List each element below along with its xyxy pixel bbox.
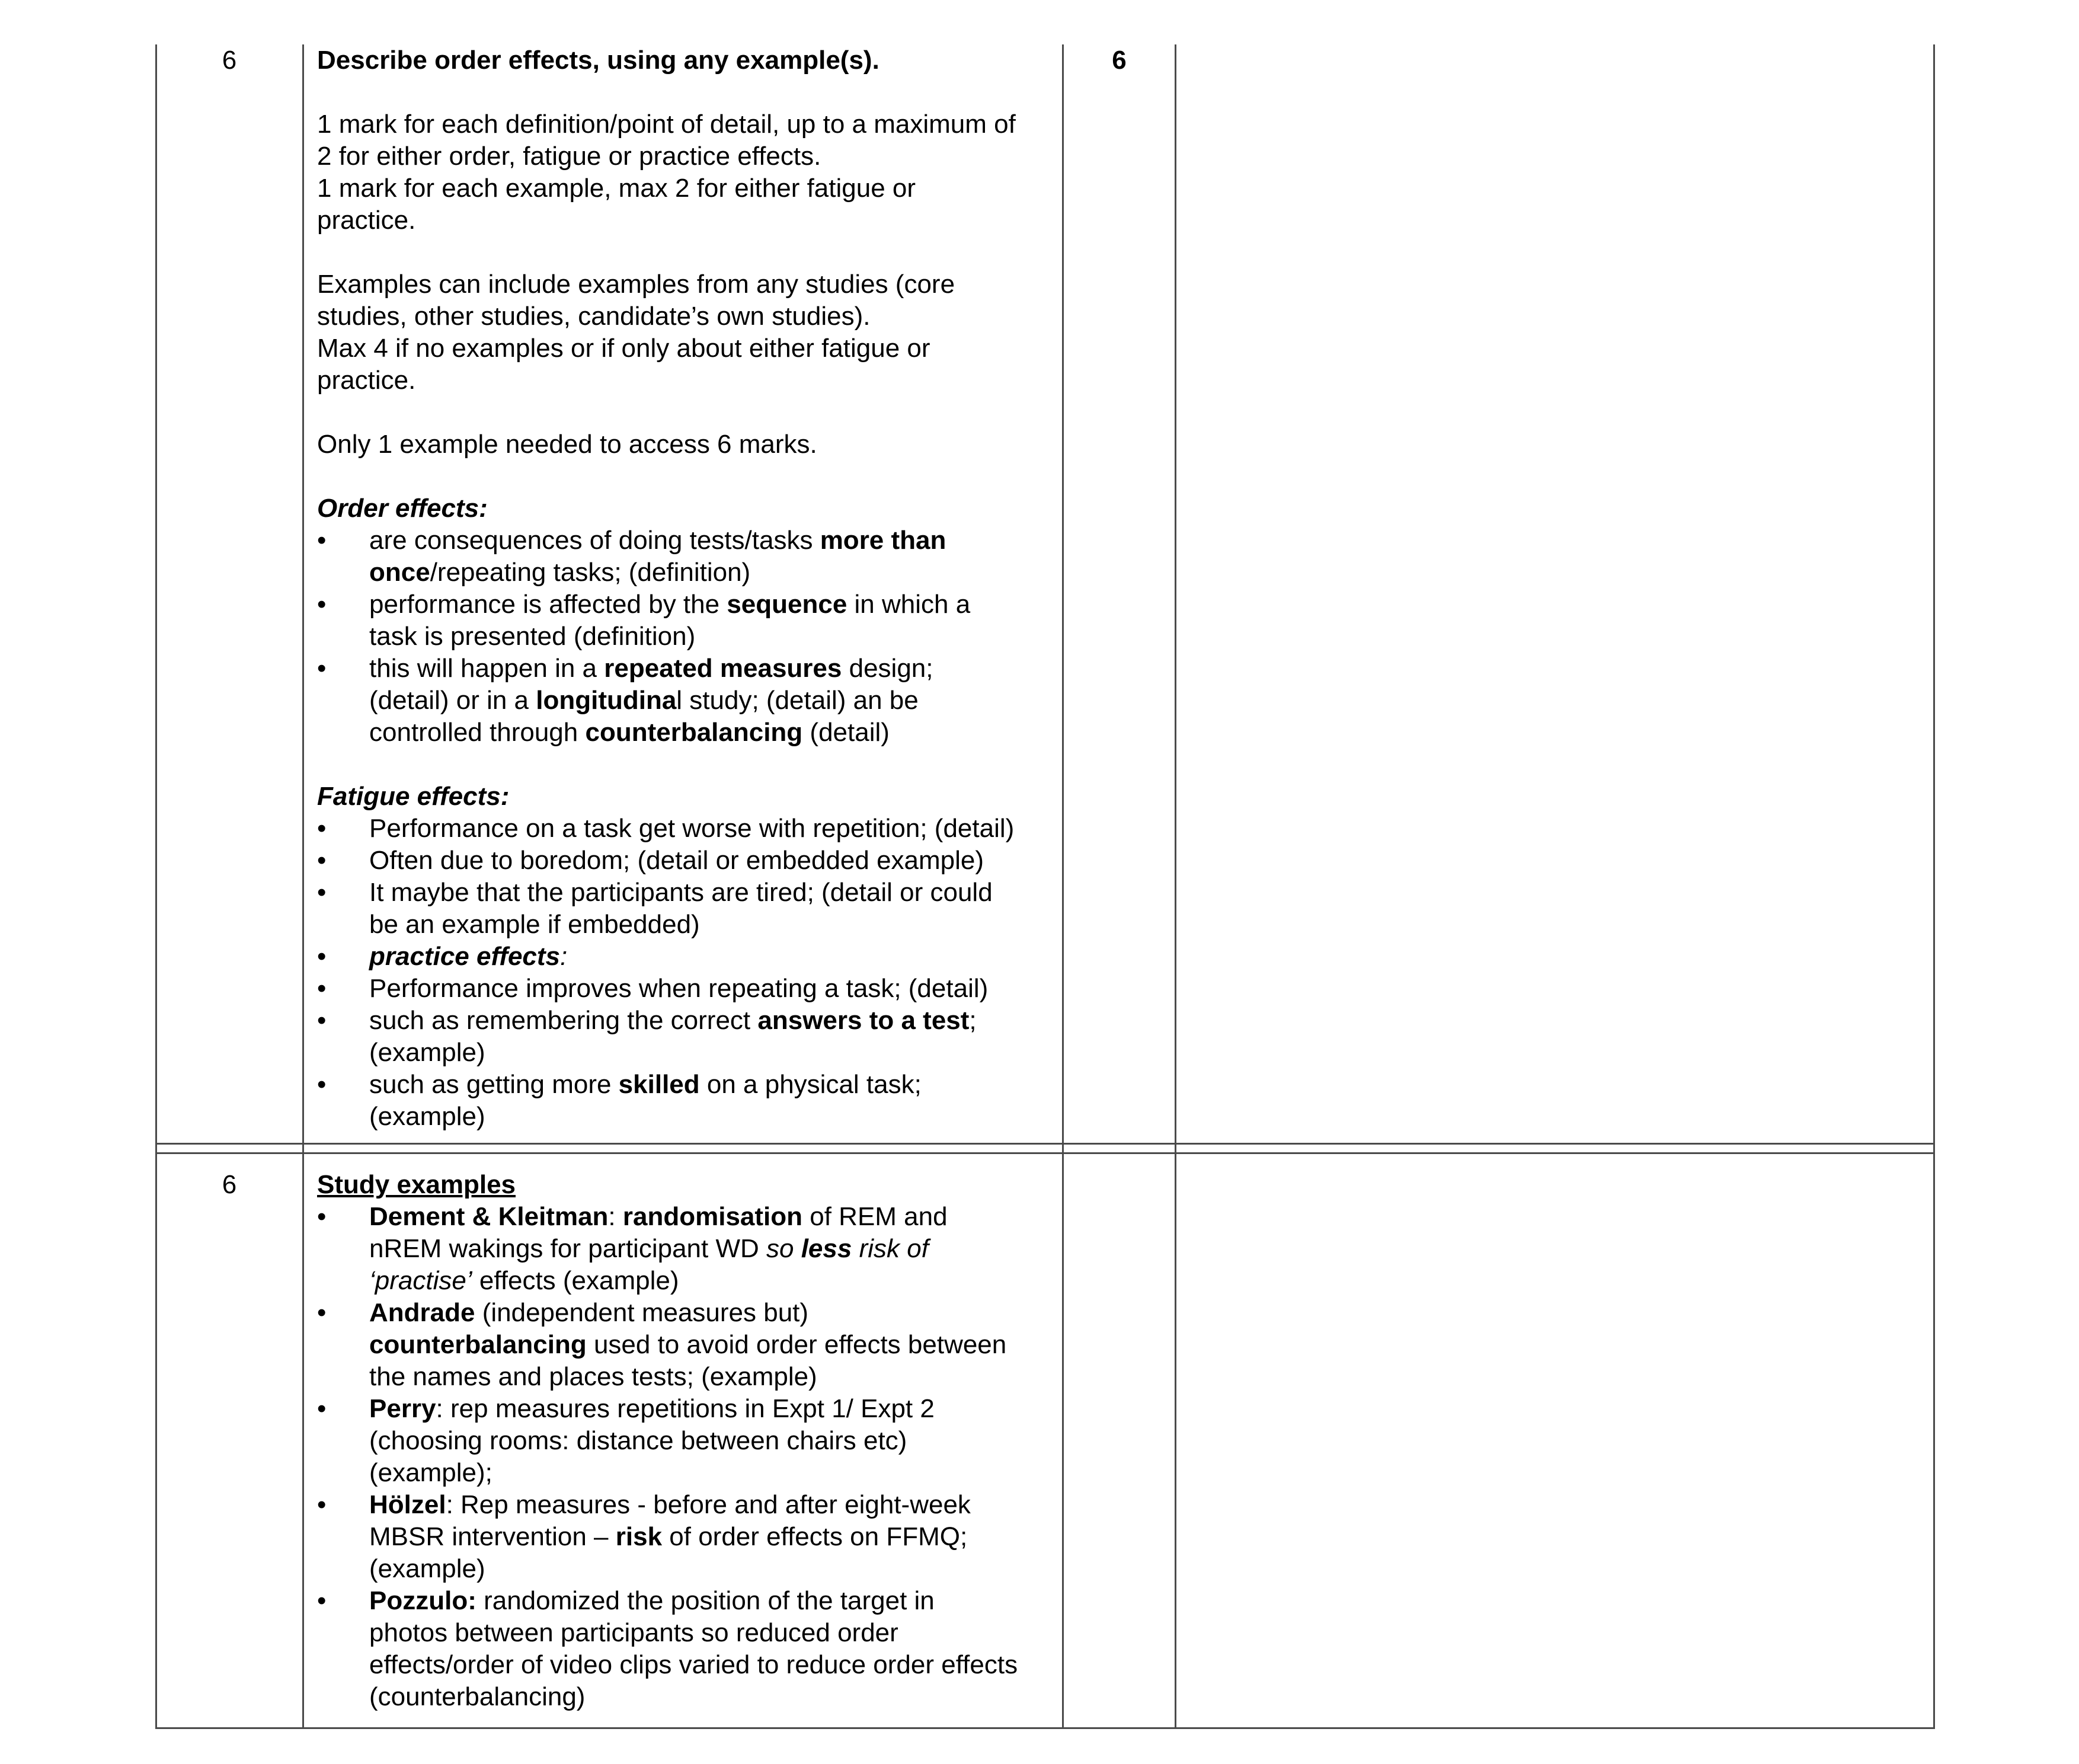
list-item: • such as remembering the correct answers to a test; (example) — [317, 1006, 977, 1067]
list-item: • are consequences of doing tests/tasks more than once/repeating tasks; (definition) — [317, 526, 946, 587]
study-examples-heading: Study examples — [317, 1170, 516, 1199]
fatigue-effects-heading: Fatigue effects: — [317, 782, 510, 811]
bullet-icon: • — [317, 974, 327, 1003]
question-number: 6 — [222, 46, 237, 75]
table-border-left — [155, 44, 157, 1729]
bullet-icon: • — [317, 526, 327, 555]
list-item: • Performance on a task get worse with repetition; (detail) — [317, 813, 1058, 845]
bullet-icon: • — [317, 942, 327, 971]
guidance-paragraph: 1 mark for each definition/point of detail, up to a maximum of 2 for either order, fatigue or practice effects. 1 mark for each example, max 2 for either fatigue or practice. — [317, 110, 1016, 235]
bullet-icon: • — [317, 878, 327, 907]
answer-guidance-cell — [317, 44, 1058, 1133]
table-border-bottom — [155, 1727, 1935, 1729]
list-item: • this will happen in a repeated measures design; (detail) or in a longitudinal study; (detail) an be controlled through counterbalancing (detail) — [317, 654, 933, 747]
column-divider-1 — [302, 44, 304, 1729]
bullet-icon: • — [317, 1490, 327, 1519]
bullet-icon: • — [317, 590, 327, 619]
bullet-icon: • — [317, 1070, 327, 1099]
study-examples-cell — [317, 1169, 1058, 1713]
column-divider-3 — [1175, 44, 1176, 1729]
list-item: • Hölzel: Rep measures - before and after eight-week MBSR intervention – risk of order effects on FFMQ; (example) — [317, 1490, 971, 1583]
practice-effects-heading: • practice effects: — [317, 941, 1058, 973]
list-item: • Often due to boredom; (detail or embedded example) — [317, 845, 1058, 877]
guidance-paragraph: Examples can include examples from any studies (core studies, other studies, candidate’s own studies). Max 4 if no examples or if only about either fatigue or practice. — [317, 270, 955, 395]
bullet-icon: • — [317, 654, 327, 683]
bullet-icon: • — [317, 814, 327, 843]
order-effects-heading: Order effects: — [317, 494, 488, 523]
list-item: • Andrade (independent measures but) counterbalancing used to avoid order effects between the names and places tests; (example) — [317, 1298, 1007, 1391]
list-item: • Pozzulo: randomized the position of the target in photos between participants so reduced order effects/order of video clips varied to reduce order effects (counterbalancing) — [317, 1586, 1018, 1711]
list-item: • Perry: rep measures repetitions in Expt 1/ Expt 2 (choosing rooms: distance between chairs etc) (example); — [317, 1394, 935, 1487]
list-item: • performance is affected by the sequence in which a task is presented (definition) — [317, 590, 971, 651]
column-divider-2 — [1062, 44, 1064, 1729]
bullet-icon: • — [317, 1202, 327, 1231]
row-separator-bottom — [155, 1152, 1935, 1154]
table-border-right — [1933, 44, 1935, 1729]
list-item: • such as getting more skilled on a physical task; (example) — [317, 1070, 922, 1131]
bullet-icon: • — [317, 846, 327, 875]
row-separator-top — [155, 1143, 1935, 1145]
marks-value: 6 — [1112, 46, 1127, 75]
bullet-icon: • — [317, 1394, 327, 1423]
guidance-paragraph: Only 1 example needed to access 6 marks. — [317, 430, 817, 459]
bullet-icon: • — [317, 1586, 327, 1615]
list-item: • Performance improves when repeating a task; (detail) — [317, 973, 1058, 1005]
list-item: • Dement & Kleitman: randomisation of REM and nREM wakings for participant WD so less risk of ‘practise’ effects (example) — [317, 1202, 948, 1295]
bullet-icon: • — [317, 1298, 327, 1327]
question-number: 6 — [222, 1170, 237, 1199]
list-item: • It maybe that the participants are tired; (detail or could be an example if embedded) — [317, 878, 993, 939]
bullet-icon: • — [317, 1006, 327, 1035]
question-title: Describe order effects, using any example(s). — [317, 46, 879, 75]
